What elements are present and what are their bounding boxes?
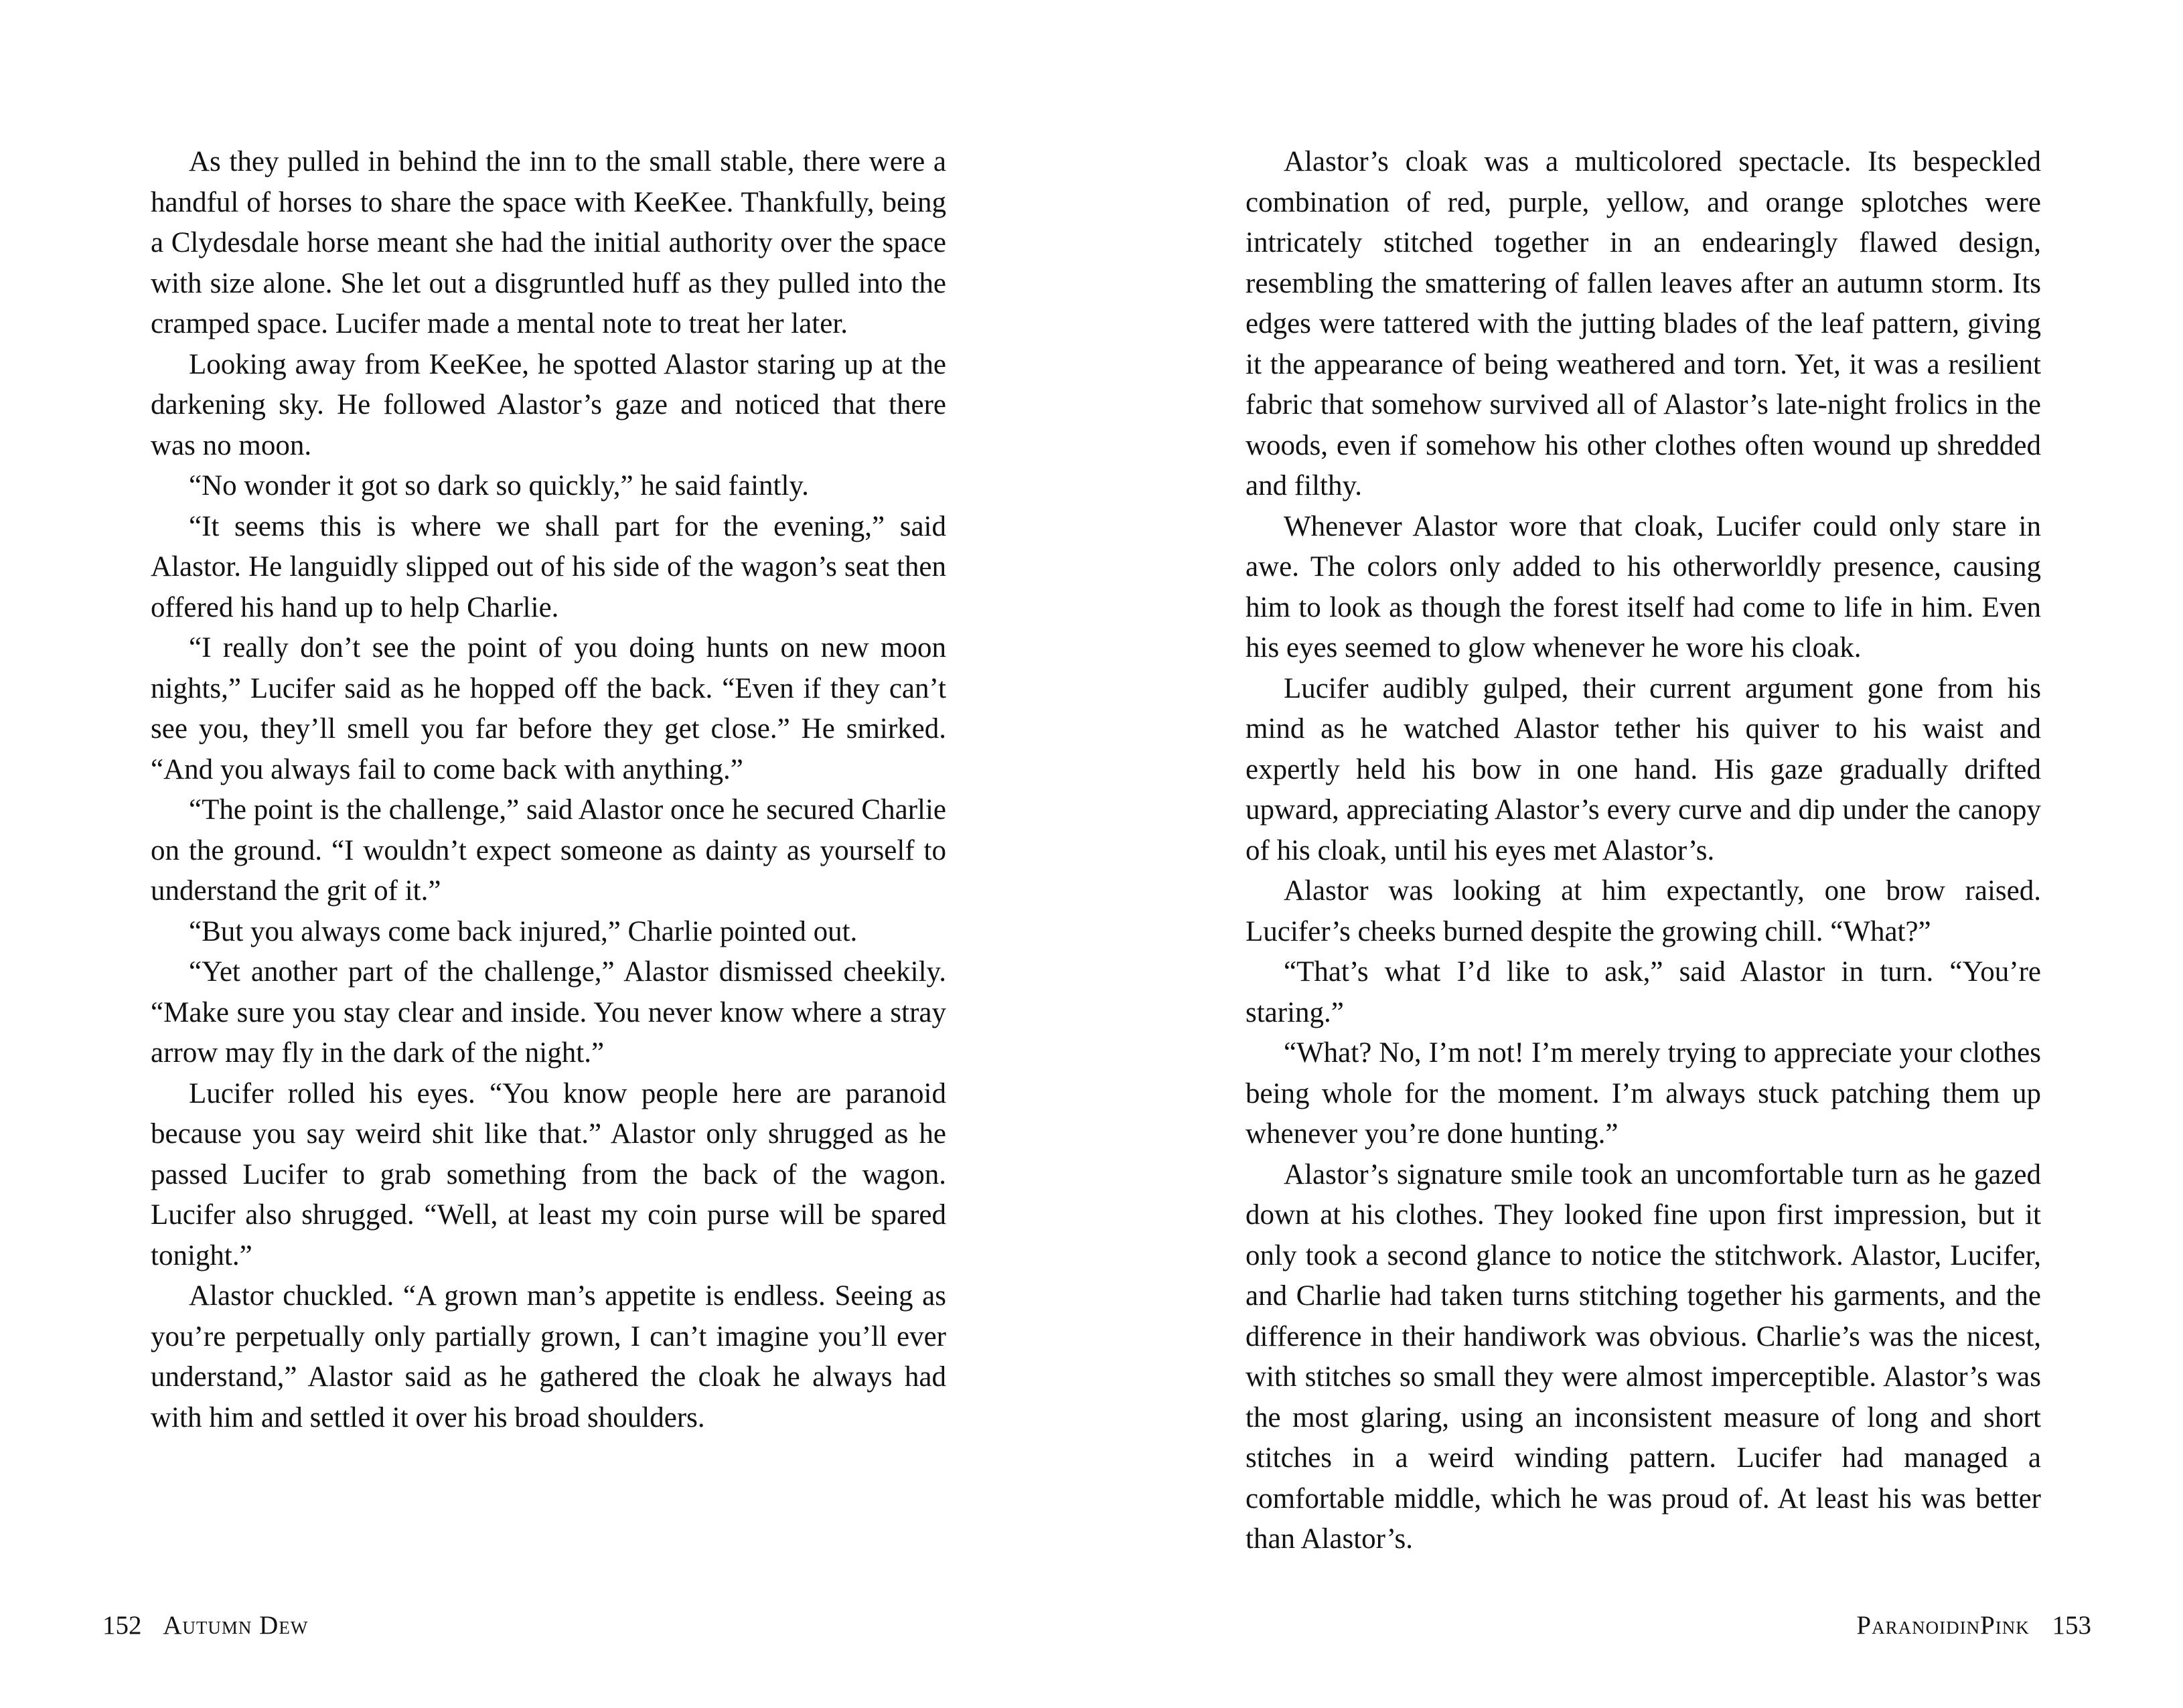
paragraph: “No wonder it got so dark so quickly,” he said faintly. bbox=[189, 470, 809, 501]
paragraph: Alastor’s signature smile took an uncomfortable turn as he gazed down at his clothes. They looked fine upon first impression, but it only took a second glance to notice the stitchwork. Alastor, Lucifer, and Charlie had taken turns stitching together his garments, and the difference in their handiwork was obvious. Charlie’s was the nicest, with stitches so small they were almost imperceptible. Alastor’s was the most glaring, using an inconsistent measure of long and short stitches in a weird winding pattern. Lucifer had managed a comfortable middle, which he was proud of. At least his was better than Alastor’s. bbox=[1246, 1158, 2041, 1555]
paragraph: “That’s what I’d like to ask,” said Alastor in turn. “You’re staring.” bbox=[1246, 956, 2041, 1028]
right-page-body bbox=[1246, 142, 2041, 1560]
book-title: Autumn Dew bbox=[163, 1611, 309, 1640]
right-page-footer bbox=[1856, 1610, 2091, 1640]
paragraph: Lucifer audibly gulped, their current argument gone from his mind as he watched Alastor tether his quiver to his waist and expertly held his bow in one hand. His gaze gradually drifted upward, appreciating Alastor’s every curve and dip under the canopy of his cloak, until his eyes met Alastor’s. bbox=[1246, 672, 2041, 866]
page-number: 153 bbox=[2052, 1611, 2091, 1640]
author-name: ParanoidinPink bbox=[1856, 1611, 2030, 1640]
paragraph: “It seems this is where we shall part for the evening,” said Alastor. He languidly slipped out of his side of the wagon’s seat then offered his hand up to help Charlie. bbox=[151, 510, 946, 623]
page-number: 152 bbox=[102, 1611, 142, 1640]
paragraph: Whenever Alastor wore that cloak, Lucifer could only stare in awe. The colors only added to his otherworldly presence, causing him to look as though the forest itself had come to life in him. Even his eyes seemed to glow whenever he wore his cloak. bbox=[1246, 510, 2041, 664]
paragraph: “The point is the challenge,” said Alastor once he secured Charlie on the ground. “I wouldn’t expect someone as dainty as yourself to understand the grit of it.” bbox=[151, 794, 946, 907]
left-page-footer bbox=[102, 1610, 308, 1640]
paragraph: Alastor chuckled. “A grown man’s appetite is endless. Seeing as you’re perpetually only partially grown, I can’t imagine you’ll ever understand,” Alastor said as he gathered the cloak he always had with him and settled it over his broad shoulders. bbox=[151, 1280, 946, 1433]
left-page-body bbox=[151, 142, 946, 1438]
paragraph: Alastor was looking at him expectantly, one brow raised. Lucifer’s cheeks burned despite the growing chill. “What?” bbox=[1246, 875, 2041, 947]
paragraph: “What? No, I’m not! I’m merely trying to appreciate your clothes being whole for the moment. I’m always stuck patching them up whenever you’re done hunting.” bbox=[1246, 1037, 2041, 1150]
paragraph: Lucifer rolled his eyes. “You know people here are paranoid because you say weird shit like that.” Alastor only shrugged as he passed Lucifer to grab something from the back of the wagon. Lucifer also shrugged. “Well, at least my coin purse will be spared tonight.” bbox=[151, 1077, 946, 1271]
paragraph: Looking away from KeeKee, he spotted Alastor staring up at the darkening sky. He followed Alastor’s gaze and noticed that there was no moon. bbox=[151, 348, 946, 461]
paragraph: “But you always come back injured,” Charlie pointed out. bbox=[189, 915, 858, 947]
paragraph: “I really don’t see the point of you doing hunts on new moon nights,” Lucifer said as he hopped off the back. “Even if they can’t see you, they’ll smell you far before they get close.” He smirked. “And you always fail to come back with anything.” bbox=[151, 632, 946, 785]
paragraph: “Yet another part of the challenge,” Alastor dismissed cheekily. “Make sure you stay clear and inside. You never know where a stray arrow may fly in the dark of the night.” bbox=[151, 956, 946, 1069]
paragraph: Alastor’s cloak was a multicolored spectacle. Its bespeckled combination of red, purple, yellow, and orange splotches were intricately stitched together in an endearingly flawed design, resembling the smattering of fallen leaves after an autumn storm. Its edges were tattered with the jutting blades of the leaf pattern, giving it the appearance of being weathered and torn. Yet, it was a resilient fabric that somehow survived all of Alastor’s late-night frolics in the woods, even if somehow his other clothes often wound up shredded and filthy. bbox=[1246, 146, 2041, 501]
paragraph: As they pulled in behind the inn to the small stable, there were a handful of horses to share the space with KeeKee. Thankfully, being a Clydesdale horse meant she had the initial authority over the space with size alone. She let out a disgruntled huff as they pulled into the cramped space. Lucifer made a mental note to treat her later. bbox=[151, 146, 946, 339]
